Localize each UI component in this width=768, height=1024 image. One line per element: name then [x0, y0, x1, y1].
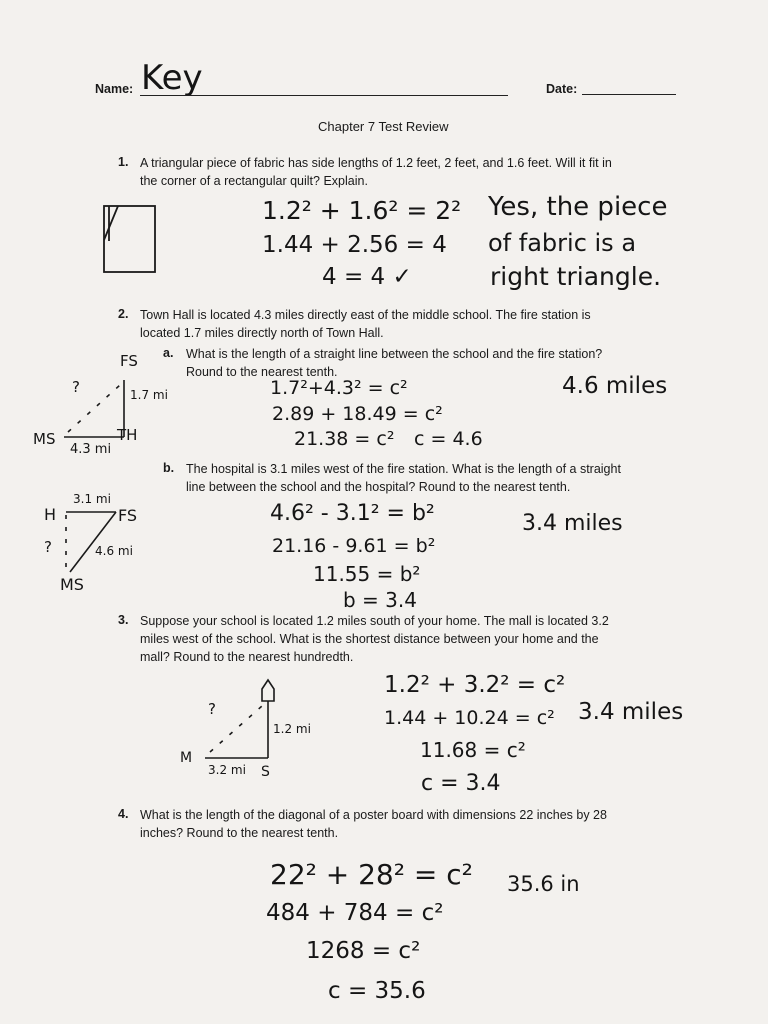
- problem-2b-work-1: 4.6² - 3.1² = b²: [270, 501, 435, 526]
- diagram-3-label-side: 1.2 mi: [273, 722, 311, 736]
- problem-2a-work-4: c = 4.6: [414, 428, 483, 450]
- problem-2a-label: a.: [163, 346, 174, 360]
- problem-4-number: 4.: [118, 807, 129, 821]
- diagram-2b-label-ms: MS: [60, 575, 84, 594]
- problem-3-text-1: Suppose your school is located 1.2 miles south of your home. The mall is located 3.2: [140, 614, 609, 628]
- problem-2b-text-2: line between the school and the hospital? Round to the nearest tenth.: [186, 480, 571, 494]
- diagram-2a-label-ms: MS: [33, 430, 56, 448]
- problem-3-number: 3.: [118, 613, 129, 627]
- date-label: Date:: [546, 82, 578, 96]
- problem-4-work-3: 1268 = c²: [306, 938, 421, 964]
- problem-4-work-2: 484 + 784 = c²: [266, 900, 444, 926]
- problem-2-text-1: Town Hall is located 4.3 miles directly east of the middle school. The fire station is: [140, 308, 591, 322]
- diagram-3-label-unknown: ?: [208, 700, 216, 718]
- problem-3-work-2: 1.44 + 10.24 = c²: [384, 707, 555, 729]
- problem-2a-text-1: What is the length of a straight line between the school and the fire station?: [186, 347, 603, 361]
- problem-4-text-2: inches? Round to the nearest tenth.: [140, 826, 339, 840]
- diagram-2b-label-diag: 4.6 mi: [95, 544, 133, 558]
- problem-2b-label: b.: [163, 461, 175, 475]
- diagram-2b-label-fs: FS: [118, 506, 138, 525]
- problem-1-work-2: 1.44 + 2.56 = 4: [262, 232, 447, 258]
- page-title: Chapter 7 Test Review: [318, 119, 449, 134]
- name-label: Name:: [95, 82, 134, 96]
- problem-2a-answer: 4.6 miles: [562, 373, 668, 399]
- diagram-2a-label-bottom: 4.3 mi: [70, 442, 112, 457]
- problem-1-answer-1: Yes, the piece: [488, 192, 668, 222]
- diagram-2a-label-fs: FS: [120, 352, 138, 370]
- problem-1-text-1: A triangular piece of fabric has side lengths of 1.2 feet, 2 feet, and 1.6 feet. Will it fit in: [140, 156, 612, 170]
- problem-1-work-3: 4 = 4 ✓: [322, 264, 412, 290]
- problem-4-answer: 35.6 in: [507, 872, 580, 896]
- problem-2b-answer: 3.4 miles: [522, 511, 623, 536]
- diagram-2a-label-unknown: ?: [72, 378, 80, 396]
- problem-4-work-1: 22² + 28² = c²: [270, 858, 473, 891]
- problem-3-work-3: 11.68 = c²: [420, 738, 526, 762]
- problem-2a-work-3: 21.38 = c²: [294, 428, 395, 450]
- problem-3-work-4: c = 3.4: [421, 771, 501, 796]
- problem-1-work-1: 1.2² + 1.6² = 2²: [262, 196, 462, 225]
- problem-3-work-1: 1.2² + 3.2² = c²: [384, 672, 566, 698]
- problem-2b-work-3: 11.55 = b²: [313, 562, 421, 586]
- problem-1-text-2: the corner of a rectangular quilt? Explain.: [140, 174, 368, 188]
- problem-3-text-3: mall? Round to the nearest hundredth.: [140, 650, 354, 664]
- problem-2b-work-2: 21.16 - 9.61 = b²: [272, 535, 436, 557]
- diagram-3-label-bottom: 3.2 mi: [208, 763, 246, 777]
- problem-2b-text-1: The hospital is 3.1 miles west of the fire station. What is the length of a straight: [186, 462, 621, 476]
- problem-1-number: 1.: [118, 155, 129, 169]
- diagram-3-triangle: [205, 680, 274, 758]
- problem-2-number: 2.: [118, 307, 129, 321]
- diagram-2a-label-side: 1.7 mi: [130, 388, 168, 402]
- diagram-2b-label-unknown: ?: [44, 538, 52, 556]
- problem-4-text-1: What is the length of the diagonal of a poster board with dimensions 22 inches by 28: [140, 808, 607, 822]
- diagram-3-label-m: M: [180, 750, 193, 766]
- problem-2a-work-2: 2.89 + 18.49 = c²: [272, 403, 443, 425]
- diagram-2b-triangle: [66, 512, 116, 572]
- quilt-rectangle-diagram: [104, 206, 155, 272]
- problem-4-work-4: c = 35.6: [328, 978, 426, 1004]
- name-value: Key: [141, 58, 203, 98]
- diagram-2b-label-top: 3.1 mi: [73, 492, 111, 506]
- diagram-3-label-s: S: [261, 764, 270, 780]
- problem-1-answer-3: right triangle.: [490, 262, 662, 291]
- problem-1-answer-2: of fabric is a: [488, 229, 637, 257]
- diagram-2a-label-th: TH: [117, 426, 138, 444]
- diagram-2b-label-h: H: [44, 505, 57, 524]
- problem-2a-work-1: 1.7²+4.3² = c²: [270, 377, 408, 399]
- problem-3-text-2: miles west of the school. What is the shortest distance between your home and the: [140, 632, 599, 646]
- problem-2-text-2: located 1.7 miles directly north of Town Hall.: [140, 326, 384, 340]
- problem-2b-work-4: b = 3.4: [343, 588, 417, 612]
- problem-2a-text-2: Round to the nearest tenth.: [186, 365, 338, 379]
- problem-3-answer: 3.4 miles: [578, 699, 684, 725]
